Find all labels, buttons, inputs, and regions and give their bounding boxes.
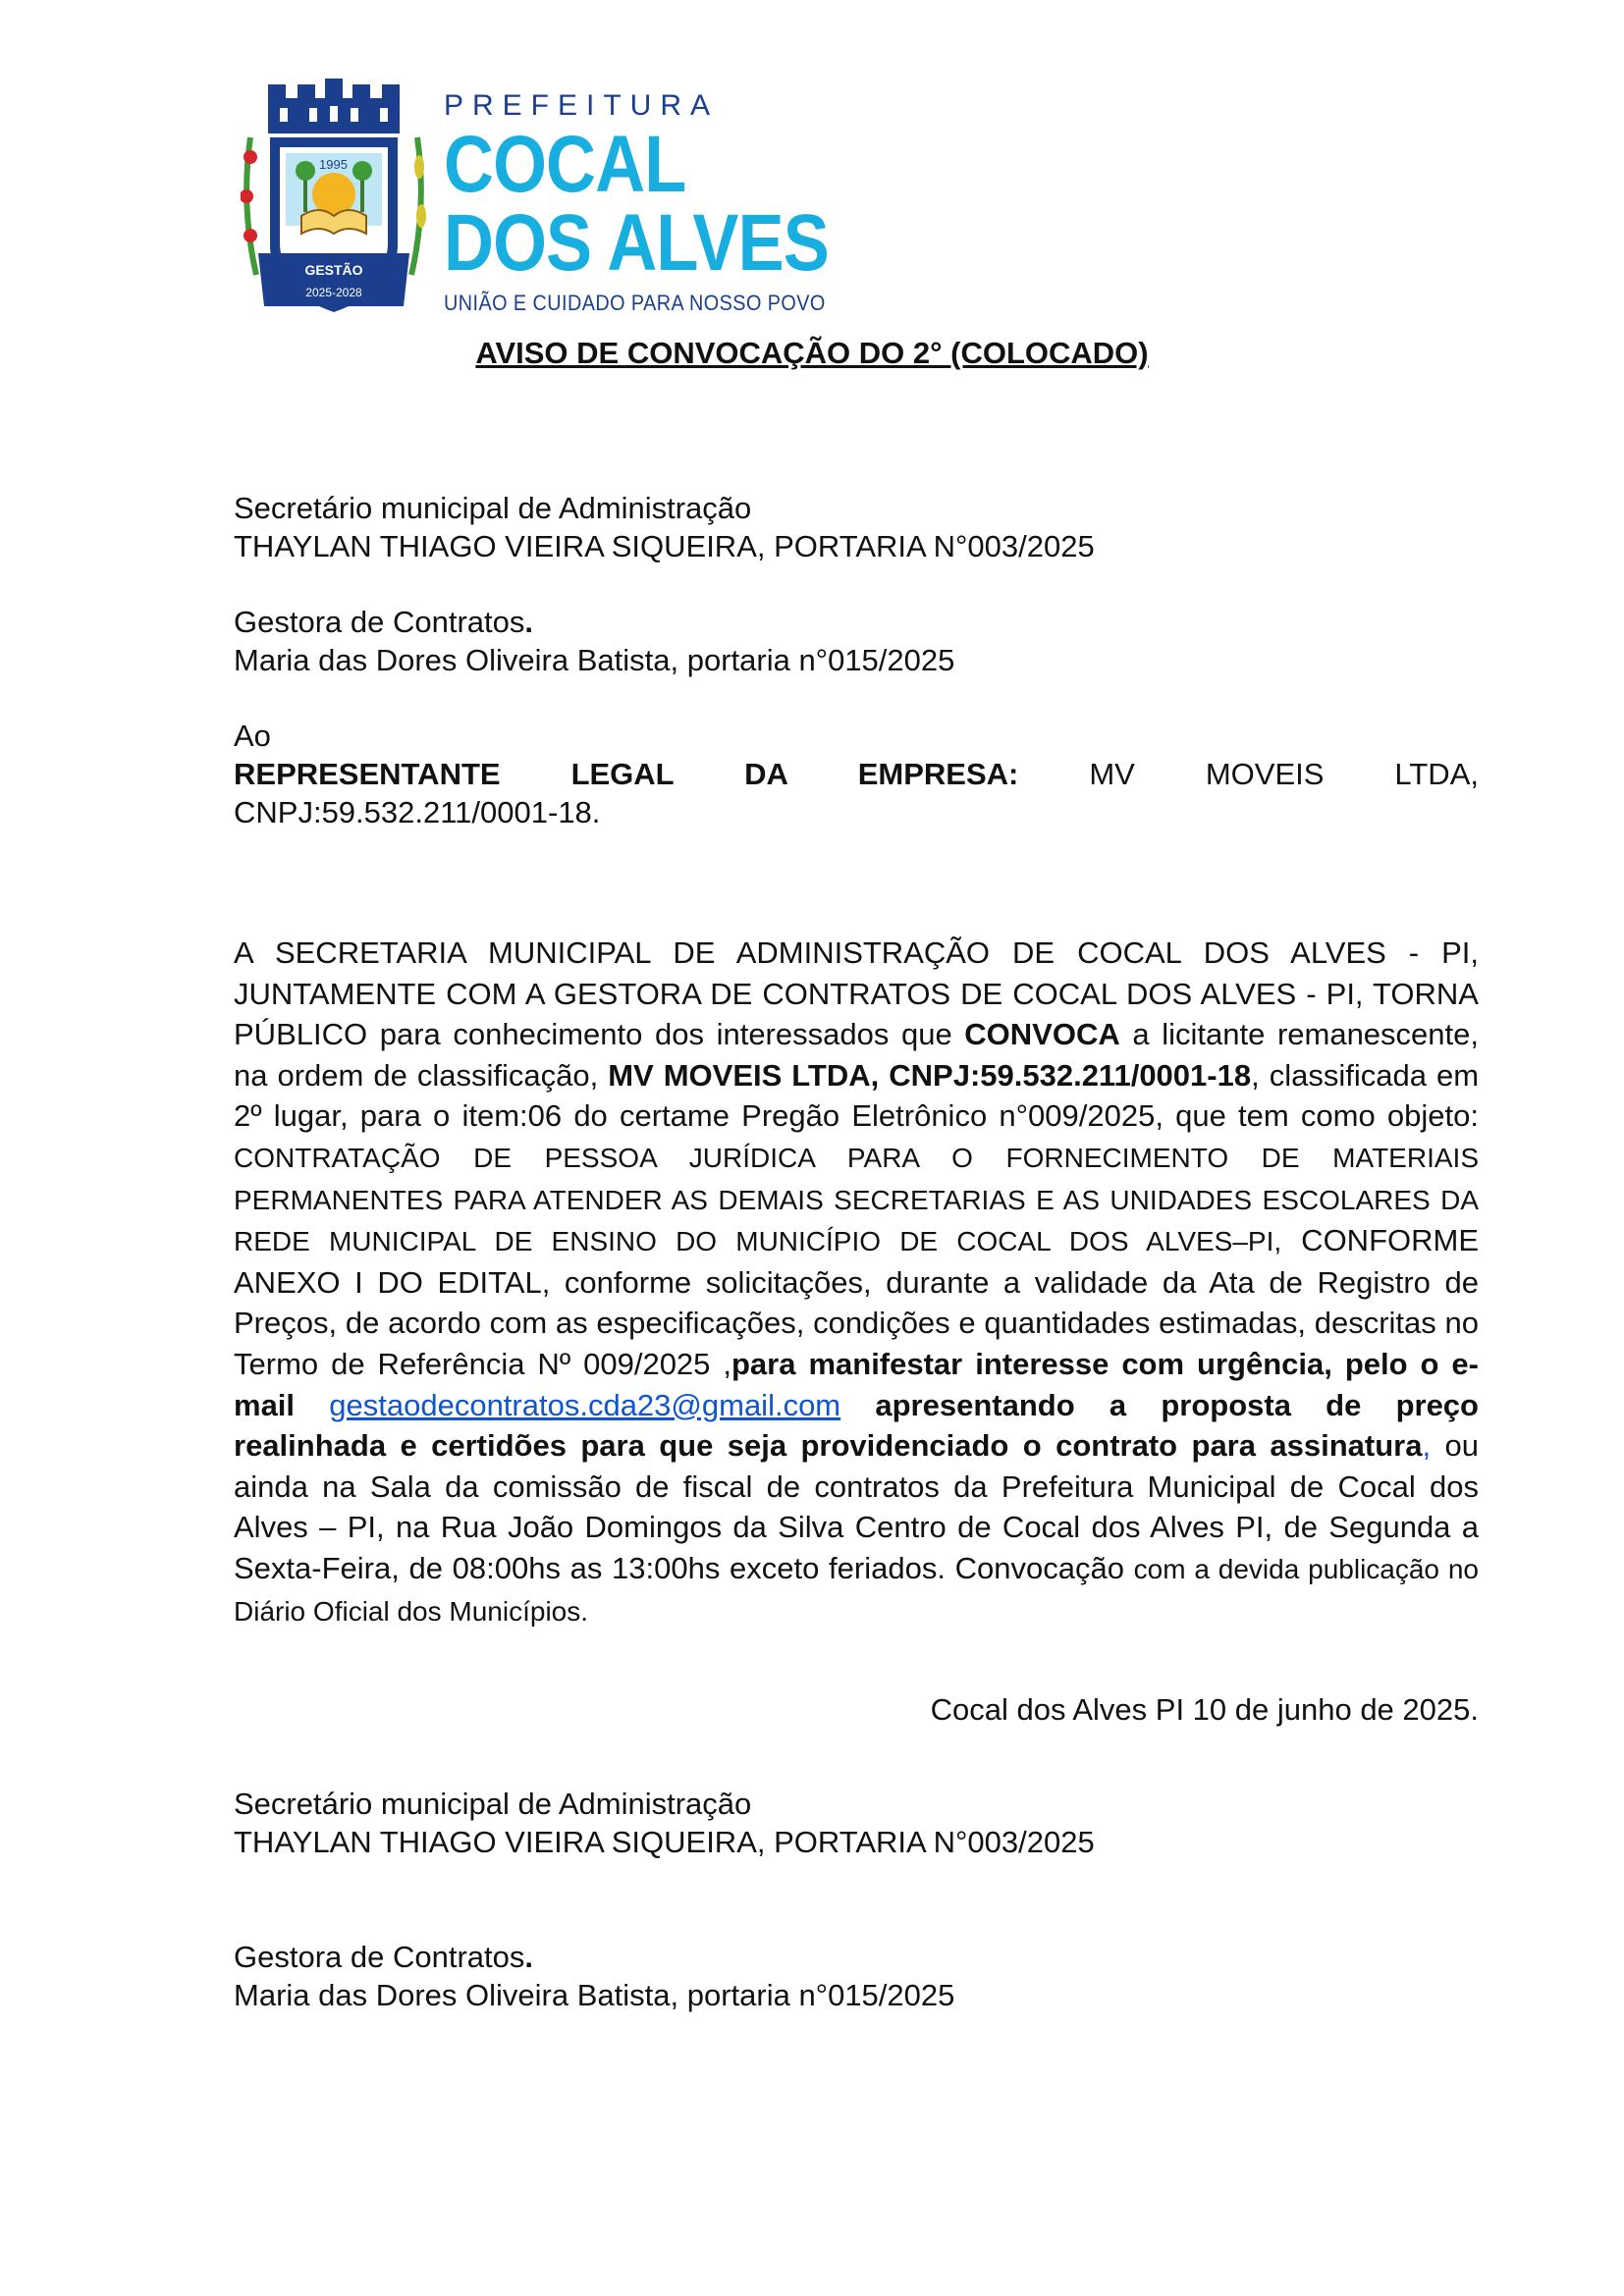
bottom-secretary-name: THAYLAN THIAGO VIEIRA SIQUEIRA, PORTARIA N°003/2025 — [234, 1825, 1095, 1859]
crest-gestao-text: GESTÃO — [304, 262, 363, 278]
top-secretary-block — [234, 489, 1479, 565]
body-text-4: CONFORME ANEXO I DO EDITAL, conforme solicitações, durante a validade da Ata de Registro de Preços, de acordo com as especificações, condições e quantidades estimadas, descritas no Termo de Referência Nº 009/2025 , — [234, 1223, 1479, 1381]
bottom-manager-name: Maria das Dores Oliveira Batista, portaria n°015/2025 — [234, 1978, 955, 2012]
top-secretary-role: Secretário municipal de Administração — [234, 491, 752, 525]
top-manager-role: Gestora de Contratos — [234, 605, 525, 639]
convocation-body — [234, 933, 1479, 1631]
brand-prefeitura: PREFEITURA — [444, 89, 720, 122]
body-bold-2: apresentando a proposta de preço realinhada e certidões para que seja providenciado o contrato para assinatura — [234, 1387, 1479, 1464]
body-object: CONTRATAÇÃO DE PESSOA JURÍDICA PARA O FORNECIMENTO DE MATERIAIS PERMANENTES PARA ATENDER AS DEMAIS SECRETARIAS E AS UNIDADES ESCOLARES DA REDE MUNICIPAL DE ENSINO DO MUNICÍPIO DE COCAL DOS ALVES–PI, — [234, 1142, 1479, 1257]
top-manager-name: Maria das Dores Oliveira Batista, portaria n°015/2025 — [234, 643, 955, 677]
brand-text — [444, 86, 829, 318]
recipient-label: REPRESENTANTE LEGAL DA EMPRESA: — [234, 757, 1019, 791]
document-title: AVISO DE CONVOCAÇÃO DO 2° (COLOCADO) — [475, 336, 1149, 370]
recipient-to: Ao — [234, 719, 271, 753]
body-company: MV MOVEIS LTDA, CNPJ:59.532.211/0001-18 — [608, 1057, 1252, 1093]
body-text-5: ou ainda na Sala da comissão de fiscal de contratos da Prefeitura Municipal de Cocal dos Alves – PI, na Rua João Domingos da Silva Centro de Cocal dos Alves PI, de Segunda a Sexta-Feira, de 08:00hs as 13:00hs exceto feriados. Convocação — [234, 1428, 1479, 1585]
crest-period-text: 2025-2028 — [305, 286, 362, 299]
body-convoca: CONVOCA — [964, 1017, 1120, 1052]
city-crest-icon — [241, 79, 427, 334]
body-text-3: , classificada em 2º lugar, para o item:06 do certame Pregão Eletrônico n°009/2025, que tem como objeto: — [234, 1057, 1480, 1134]
body-text-6: com a devida publicação no Diário Oficial dos Municípios. — [234, 1553, 1479, 1627]
top-manager-block — [234, 603, 1479, 679]
brand-city-line2: DOS ALVES — [444, 198, 829, 288]
body-comma: , — [1422, 1428, 1432, 1464]
recipient-cnpj: CNPJ:59.532.211/0001-18. — [234, 795, 601, 829]
top-manager-role-dot: . — [524, 605, 534, 639]
email-link[interactable]: gestaodecontratos.cda23@gmail.com — [329, 1387, 841, 1422]
body-text-1: A SECRETARIA MUNICIPAL DE ADMINISTRAÇÃO DE COCAL DOS ALVES - PI, JUNTAMENTE COM A GESTORA DE CONTRATOS DE COCAL DOS ALVES - PI, TORNA PÚBLICO para conhecimento dos interessados que — [234, 935, 1479, 1052]
recipient-block — [234, 717, 1479, 831]
bottom-manager-role: Gestora de Contratos — [234, 1940, 525, 1974]
brand-slogan: UNIÃO E CUIDADO PARA NOSSO POVO — [444, 291, 826, 315]
brand-city-line1: COCAL — [444, 120, 686, 209]
bottom-secretary-role: Secretário municipal de Administração — [234, 1787, 752, 1821]
top-secretary-name: THAYLAN THIAGO VIEIRA SIQUEIRA, PORTARIA N°003/2025 — [234, 529, 1095, 563]
body-text-2: a licitante remanescente, na ordem de classificação, — [234, 1017, 1479, 1093]
recipient-company: MV MOVEIS LTDA, — [1089, 757, 1479, 791]
document-date: Cocal dos Alves PI 10 de junho de 2025. — [930, 1692, 1479, 1727]
body-bold-1: para manifestar interesse com urgência, pelo o e-mail — [234, 1346, 1479, 1422]
bottom-manager-role-dot: . — [524, 1940, 534, 1974]
bottom-manager-block — [234, 1938, 1479, 2014]
crest-year-text: 1995 — [319, 157, 348, 172]
bottom-secretary-block — [234, 1785, 1479, 1861]
prefeitura-logo — [241, 79, 829, 334]
